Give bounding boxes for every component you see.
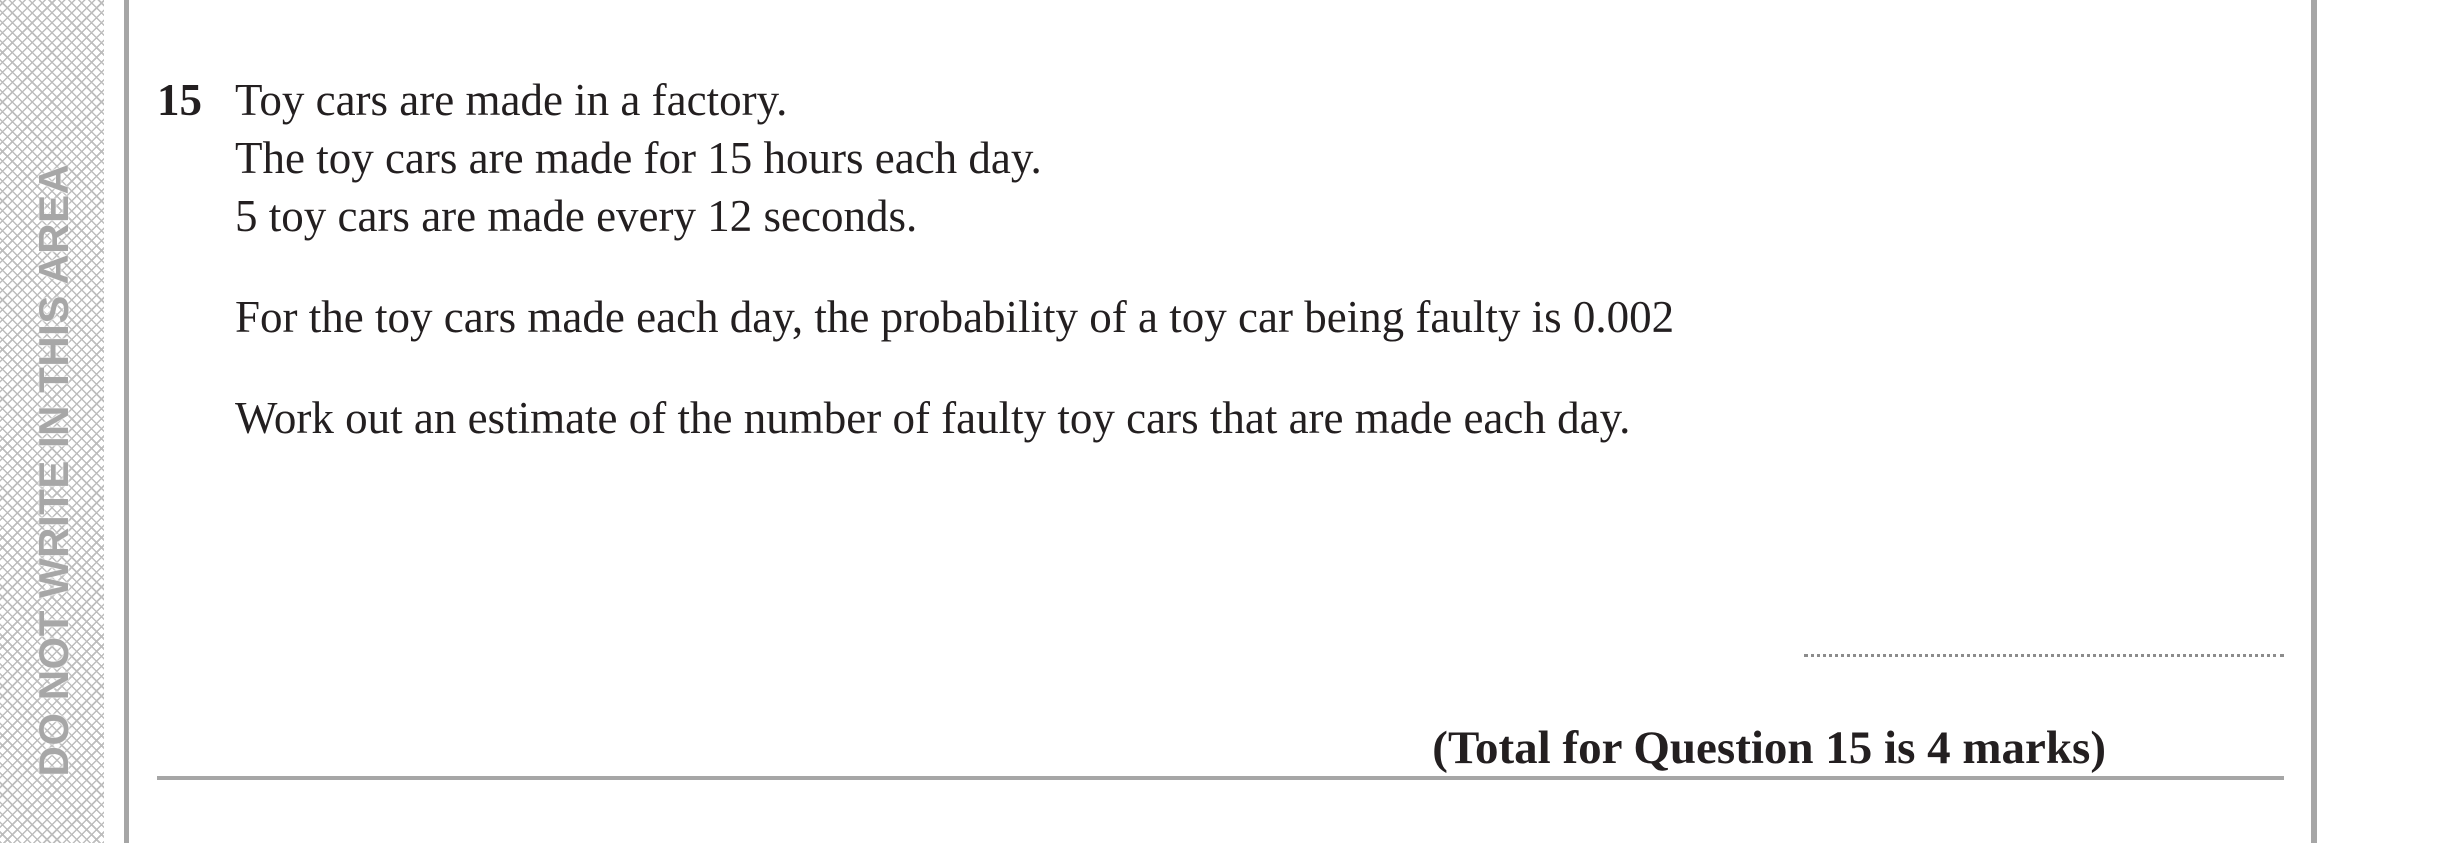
question-task-line: Work out an estimate of the number of faulty toy cars that are made each day. bbox=[235, 393, 1631, 443]
question-divider-rule bbox=[157, 776, 2284, 780]
question-total-marks: (Total for Question 15 is 4 marks) bbox=[1432, 722, 2106, 774]
page-frame-right bbox=[2311, 0, 2317, 843]
question-line-3: 5 toy cars are made every 12 seconds. bbox=[235, 191, 918, 241]
answer-dotted-line[interactable] bbox=[1804, 654, 2284, 657]
question-number: 15 bbox=[157, 75, 202, 125]
page-frame-left bbox=[124, 0, 129, 843]
margin-notice: DO NOT WRITE IN THIS AREA bbox=[30, 163, 77, 777]
question-line-2: The toy cars are made for 15 hours each day. bbox=[235, 133, 1042, 183]
question-line-1: Toy cars are made in a factory. bbox=[235, 75, 788, 125]
question-probability-line: For the toy cars made each day, the probability of a toy car being faulty is 0.002 bbox=[235, 292, 1675, 342]
